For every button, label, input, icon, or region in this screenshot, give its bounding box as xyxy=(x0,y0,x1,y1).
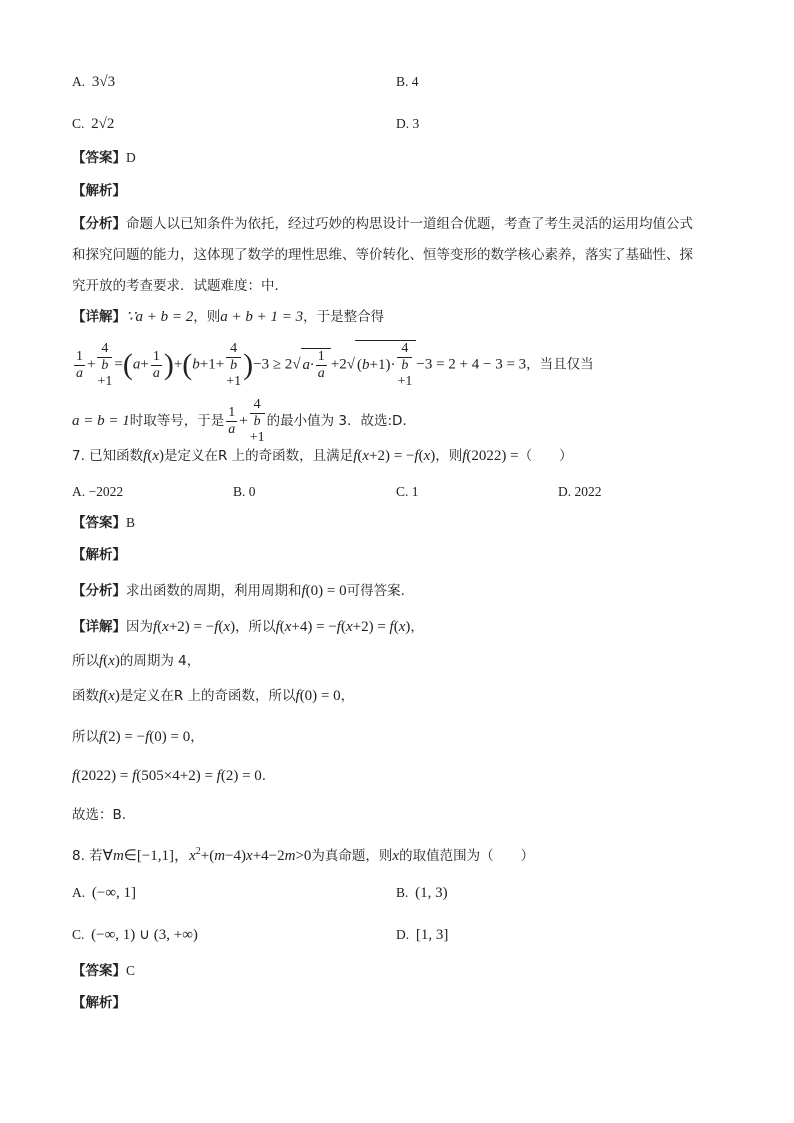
option-value: (−∞, 1) ∪ (3, +∞) xyxy=(91,927,198,943)
option-value: (−∞, 1] xyxy=(91,885,137,901)
option-label: C. xyxy=(72,927,85,942)
option-value: (1, 3) xyxy=(415,885,448,901)
option-label: B. xyxy=(396,885,409,900)
q6-jiexi xyxy=(72,181,126,201)
answer-tag: 【答案】 xyxy=(72,150,126,166)
jiexi-tag: 【解析】 xyxy=(72,183,126,199)
text: （ ） xyxy=(518,448,573,464)
q8-jiexi xyxy=(72,993,126,1013)
q7-option-d: D. 2022 xyxy=(558,484,602,499)
answer-tag: 【答案】 xyxy=(72,515,126,531)
text: 因为 xyxy=(126,619,153,635)
option-label: A. xyxy=(72,74,86,89)
jiexi-tag: 【解析】 xyxy=(72,995,126,1011)
q6-option-d xyxy=(396,114,419,134)
option-label: D. 3 xyxy=(396,116,420,131)
text: 函数 xyxy=(72,688,99,704)
q7-fenxi: 【分析】求出函数的周期，利用周期和f(0) = 0可得答案. xyxy=(72,583,405,599)
text: 是定义在R 上的奇函数，且满足 xyxy=(164,448,354,464)
q6-equality-line: a = b = 1时取等号，于是 $\frac{1}{a}$ + 4 b +1 的最小值为 3．故选:D． xyxy=(72,397,416,445)
fenxi-tag: 【分析】 xyxy=(72,583,126,599)
q6-answer xyxy=(72,148,136,168)
math-expr: a + b + 1 = 3 xyxy=(220,309,304,325)
text: 所以 xyxy=(72,729,99,745)
option-value: [1, 3] xyxy=(415,927,449,943)
answer-value: C xyxy=(126,963,136,978)
fenxi-text: 命题人以已知条件为依托，经过巧妙的构思设计一道组合优题，考查了考生灵活的运用均值公式 xyxy=(126,216,693,232)
text: 所以 xyxy=(72,653,99,669)
q6-fenxi-line2: 和探究问题的能力，这体现了数学的理性思维、等价转化、恒等变形的数学核心素养，落实了基础性、探 xyxy=(72,247,693,263)
q8-option-d xyxy=(396,925,448,945)
q6-option-c xyxy=(72,114,114,134)
option-label: C. xyxy=(72,116,85,131)
q6-inequality: $\frac{1}{a}$ + 4 b +1 =(a+ $\frac{1}{a}$ )+(b+1+ 4 b +1 )−3 ≥ 2√ a· $\frac{1}{a}$ +2√ (b+1)· 4 b +1 −3 = 2 + 4 − 3 = 3，当且仅当 xyxy=(76,340,594,389)
q6-detail-line1 xyxy=(72,307,384,327)
q6-fenxi-line3: 究开放的考查要求．试题难度：中． xyxy=(72,278,288,294)
text: ，于是整合得 xyxy=(303,309,385,325)
option-value: 2√2 xyxy=(91,116,115,132)
q6-option-b xyxy=(396,72,419,92)
jiexi-tag: 【解析】 xyxy=(72,547,126,563)
math-expr: = 2 + 4 − 3 = 3 xyxy=(436,356,527,373)
text: 是定义在R 上的奇函数，所以 xyxy=(119,688,296,704)
question-number: 7. 已知函数 xyxy=(72,448,144,464)
detail-tag: 【详解】 xyxy=(72,309,126,325)
q7-option-c: C. 1 xyxy=(396,484,419,499)
fenxi-tag: 【分析】 xyxy=(72,216,126,232)
q7-f2: 所以f(2) = −f(0) = 0， xyxy=(72,729,204,745)
q8-option-c xyxy=(72,925,198,945)
math-expr: a = b = 1 xyxy=(72,412,130,429)
text: ，当且仅当 xyxy=(526,356,594,373)
option-label: D. xyxy=(396,927,410,942)
q7-odd: 函数f(x)是定义在R 上的奇函数，所以f(0) = 0， xyxy=(72,688,355,704)
q8-stem: 8. 若∀m∈[−1,1]，$x^2+(m-4)x+4-2m>0$为真命题，则x的取值范围为（ ） xyxy=(72,846,535,864)
q8-option-b xyxy=(396,883,448,903)
text: ，则 xyxy=(193,309,221,325)
q7-option-b: B. 0 xyxy=(233,484,256,499)
q7-answer xyxy=(72,513,135,533)
q7-stem: 7. 已知函数f(x)是定义在R 上的奇函数，且满足f(x+2) = −f(x)，则f(2022) =（ ） xyxy=(72,448,573,464)
option-value: 3√3 xyxy=(91,74,116,90)
answer-value: D xyxy=(126,150,136,165)
text: ，所以 xyxy=(235,619,276,635)
text: ，则 xyxy=(435,448,463,464)
option-label: A. xyxy=(72,885,86,900)
answer-tag: 【答案】 xyxy=(72,963,126,979)
text: 为真命题，则 xyxy=(311,848,393,864)
text: 求出函数的周期，利用周期和 xyxy=(126,583,302,599)
question-number: 8. 若 xyxy=(72,848,103,864)
q7-option-a: A. −2022 xyxy=(72,484,124,499)
text: 的周期为 4， xyxy=(119,653,201,669)
detail-tag: 【详解】 xyxy=(72,619,126,635)
math-expr: ∵a + b = 2 xyxy=(126,309,194,325)
q6-fenxi-line1 xyxy=(72,214,693,234)
answer-value: B xyxy=(126,515,136,530)
q7-detail: 【详解】因为f(x+2) = −f(x)，所以f(x+4) = −f(x+2) = f(x)， xyxy=(72,619,424,635)
text: 时取等号，于是 xyxy=(129,412,225,429)
q7-choose: 故选：B. xyxy=(72,807,127,823)
q8-answer xyxy=(72,961,135,981)
q7-jiexi xyxy=(72,545,126,565)
q8-option-a xyxy=(72,883,136,903)
text: 的取值范围为（ ） xyxy=(399,848,535,864)
q6-option-a xyxy=(72,72,115,92)
text: 的最小值为 3．故选:D． xyxy=(266,412,416,429)
q7-period: 所以f(x)的周期为 4， xyxy=(72,653,201,669)
q7-f2022: f(2022) = f(505×4+2) = f(2) = 0. xyxy=(72,768,267,784)
option-label: B. 4 xyxy=(396,74,419,89)
text: 可得答案. xyxy=(346,583,405,599)
